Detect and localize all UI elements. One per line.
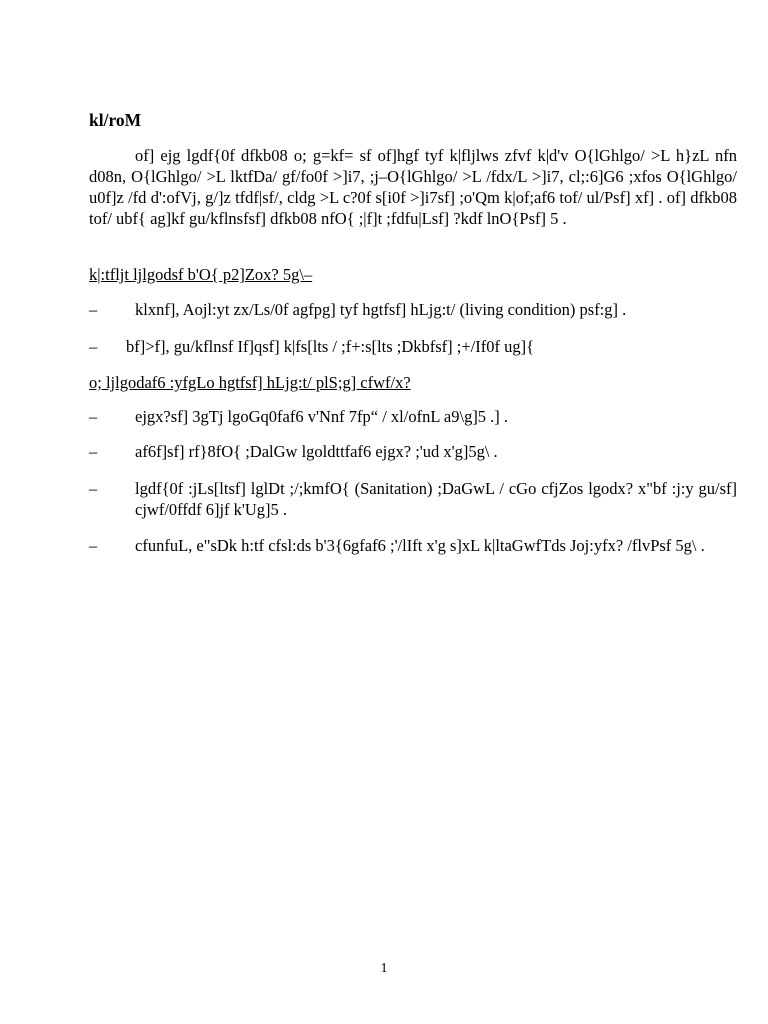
list-item-text: lgdf{0f :jLs[ltsf] lglDt ;/;kmfO{ (Sanitation) ;DaGwL / cGo cfjZos lgodx? x"bf :j:y gu/sf] cjwf/0ffdf 6]jf k'Ug]5 . [135,479,737,519]
list-item [89,299,737,320]
bullet-dash: – [89,442,98,461]
subheading-bases: o; ljlgodaf6 :yfgLo hgtfsf] hLjg:t/ plS;g] cfwf/x? [89,373,411,392]
bullet-dash: – [89,407,98,426]
list-item [89,535,737,556]
bullet-dash: – [89,300,98,319]
document-heading: kl/roM [89,110,142,130]
list-item-text: ejgx?sf] 3gTj lgoGq0faf6 v'Nnf 7fp“ / xl/ofnL a9\g]5 .] . [135,407,509,426]
bullet-dash: – [89,337,98,356]
bullet-dash: – [89,479,98,498]
list-item-text: klxnf], Aojl:yt zx/Ls/0f agfpg] tyf hgtfsf] hLjg:t/ (living condition) psf:g] . [135,300,627,319]
bullet-dash: – [89,536,98,555]
list-item [89,336,737,357]
list-item [89,406,737,427]
page-number: 1 [380,961,388,976]
list-item-text: bf]>f], gu/kflnsf If]qsf] k|fs[lts / ;f+:s[lts ;Dkbfsf] ;+/If0f ug]{ [126,337,535,356]
list-item [89,441,737,462]
intro-paragraph: of] ejg lgdf{0f dfkb08 o; g=kf= sf of]hgf tyf k|fljlws zfvf k|d'v O{lGhlgo/ >L h}zL nfn d08n, O{lGhlgo/ >L lktfDa/ gf/fo0f >]i7, ;j–O{lGhlgo/ >L /fdx/L >]i7, cl;:6]G6 ;xfos O{lGhlgo/ u0f]z /fd d':ofVj, g/]z tfdf|sf/, cldg >L c?0f s[i0f >]i7sf] ;o'Qm k|of;af6 tof/ ul/Psf] xf] . of] dfkb08 tof/ ubf{ ag]kf gu/kflnsfsf] dfkb08 nfO{ ;|f]t ;fdfu|Lsf] ?kdf lnO{Psf] 5 . [89,146,737,228]
list-item-text: cfunfuL, e"sDk h:tf cfsl:ds b'3{6gfaf6 ;'/lIft x'g s]xL k|ltaGwfTds Joj:yfx? /flvPsf 5g\ . [135,536,705,555]
subheading-objectives: k|:tfljt ljlgodsf b'O{ p2]Zox? 5g\– [89,265,313,284]
list-item-text: af6f]sf] rf}8fO{ ;DalGw lgoldttfaf6 ejgx? ;'ud x'g]5g\ . [135,442,498,461]
list-item [89,478,737,520]
